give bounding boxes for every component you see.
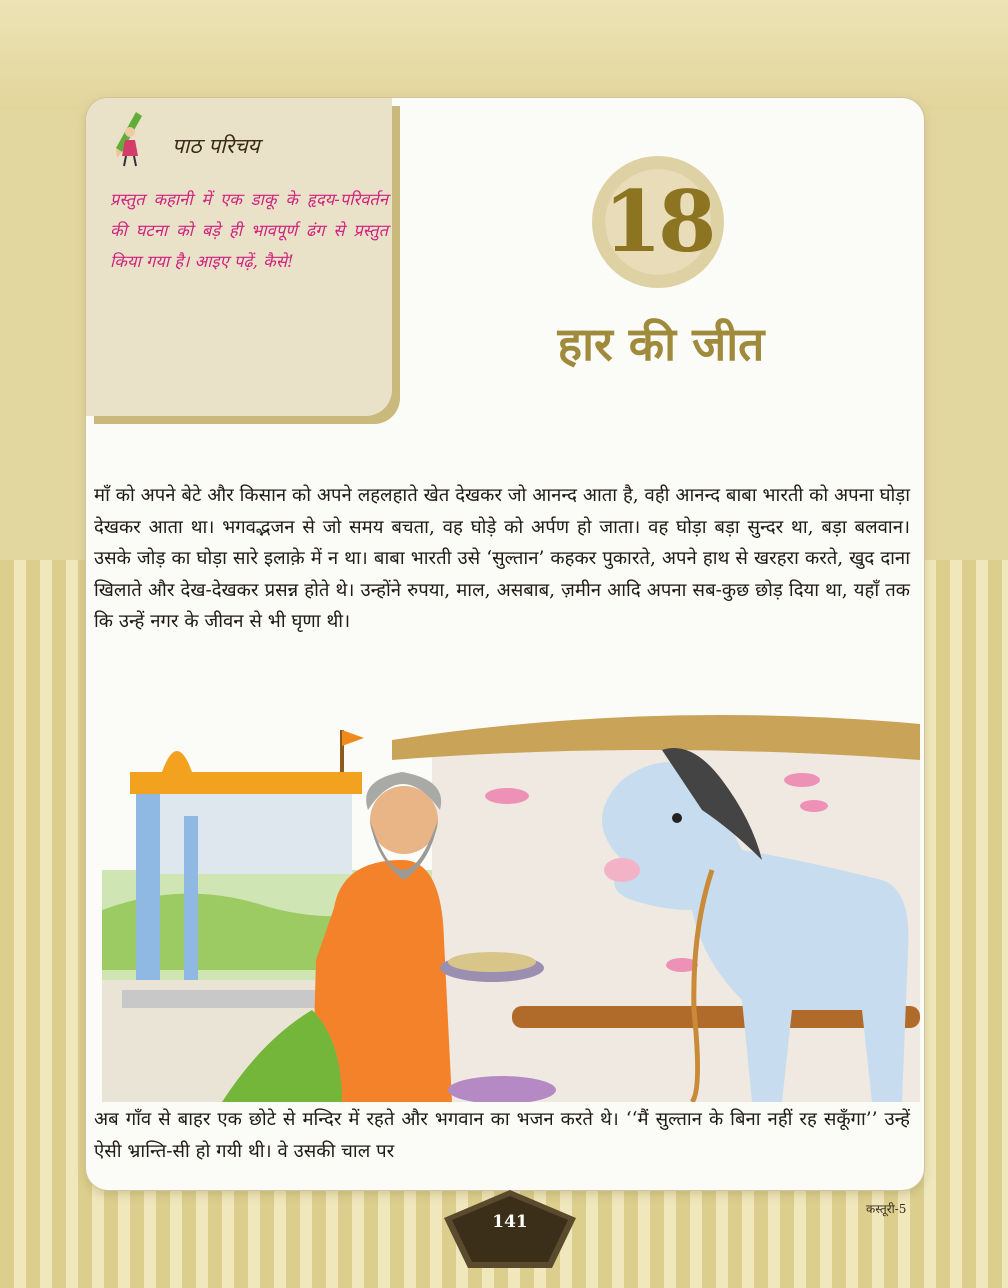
- paragraph-2: अब गाँव से बाहर एक छोटे से मन्दिर में रहते और भगवान का भजन करते थे। ‘‘मैं सुल्तान के बिना नहीं रह सकूँगा’’ उन्हें ऐसी भ्रान्ति-सी हो गयी थी। वे उसकी चाल पर: [94, 1109, 910, 1162]
- page-number: 141: [492, 1212, 528, 1232]
- pencil-girl-icon: [108, 110, 154, 168]
- intro-box: [86, 98, 392, 416]
- chapter-title: हार की जीत: [557, 317, 765, 371]
- page-card: [86, 98, 924, 1190]
- book-label: कस्तूरी-5: [866, 1202, 907, 1216]
- chapter-number: 18: [603, 172, 713, 271]
- intro-title: पाठ परिचय: [172, 134, 260, 158]
- chapter-number-badge: [592, 156, 724, 288]
- page-top-background: [0, 0, 1008, 110]
- paragraph-1: माँ को अपने बेटे और किसान को अपने लहलहाते खेत देखकर जो आनन्द आता है, वही आनन्द बाबा भारती को अपना घोड़ा देखकर आता था। भगवद्भजन से जो समय बचता, वह घोड़े को अर्पण हो जाता। वह घोड़ा बड़ा सुन्दर था, बड़ा बलवान। उसके जोड़ का घोड़ा सारे इलाक़े में न था। बाबा भारती उसे ‘सुल्तान’ कहकर पुकारते, अपने हाथ से खरहरा करते, खुद दाना खिलाते और देख-देखकर प्रसन्न होते थे। उन्होंने रुपया, माल, असबाब, ज़मीन आदि अपना सब-कुछ छोड़ दिया था, यहाँ तक कि उन्हें नगर के जीवन से भी घृणा थी।: [94, 485, 910, 632]
- intro-text: प्रस्तुत कहानी में एक डाकू के हृदय-परिवर्तन की घटना को बड़े ही भावपूर्ण ढंग से प्रस्तुत किया गया है। आइए पढ़ें, कैसे!: [110, 190, 388, 271]
- illustration-saint-feeding-horse: [102, 710, 920, 1102]
